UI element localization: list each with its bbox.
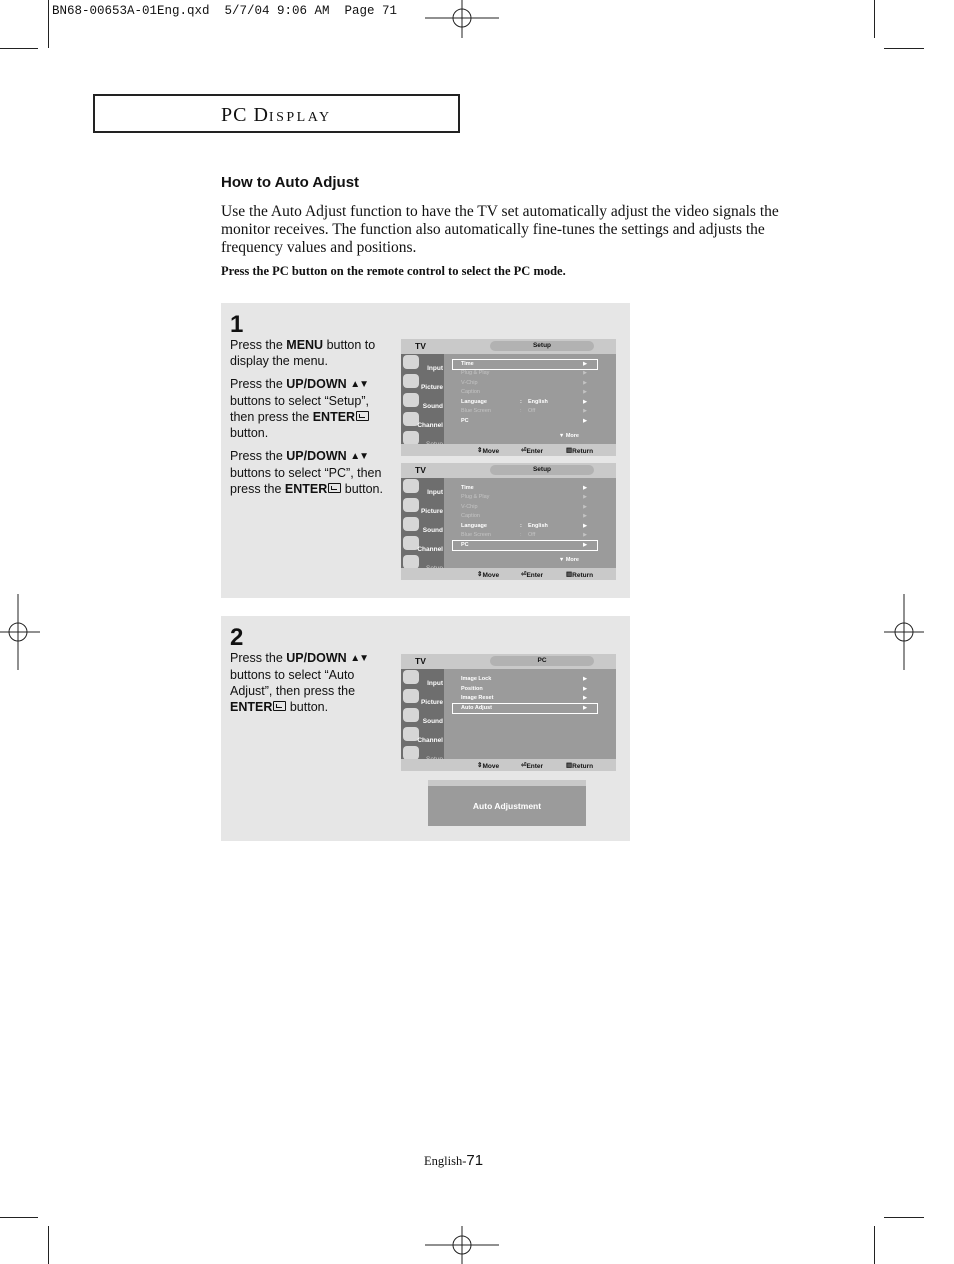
crop-mark [874,1226,875,1264]
registration-mark-left [0,594,40,670]
sound-icon [403,708,419,722]
screen-sidebar [401,478,444,573]
screen-footer [401,444,616,456]
side-item-sound: Sound [401,392,444,411]
page-footer [424,1152,483,1169]
menu-item-time: Time ▶ [461,485,587,491]
pc-mode-note: Press the PC button on the remote control to select the PC mode. [221,264,566,278]
side-item-channel: Channel [401,535,444,554]
page-heading: How to Auto Adjust [221,174,360,191]
side-item-picture: Picture [401,373,444,392]
side-item-sound: Sound [401,707,444,726]
input-icon [403,479,419,493]
screen-header [401,463,616,478]
menu-item-caption: Caption ▶ [461,389,587,395]
registration-mark-top [425,0,499,38]
instruction: Press the UP/DOWN ▲▼ buttons to select “Setup”, then press the ENTER button. [230,377,369,440]
menu-item-image-reset: Image Reset ▶ [461,695,587,701]
setup-icon [403,555,419,569]
return-hint: ▥ Return [566,447,594,455]
tv-setup-screen-pc [401,463,616,580]
up-down-arrows-icon: ▲▼ [350,653,368,664]
return-hint: ▥ Return [566,571,594,579]
title-word-pc: PC [221,104,248,126]
up-down-arrows-icon: ▲▼ [350,379,368,390]
screen-sidebar [401,669,444,764]
screen-footer [401,568,616,580]
menu-item-position: Position ▶ [461,686,587,692]
section-title-box [93,94,460,133]
enter-hint: ⏎ Enter [521,571,544,579]
step-number: 2 [230,624,244,651]
crop-mark [884,48,924,49]
enter-icon [328,483,341,493]
picture-icon [403,689,419,703]
side-item-picture: Picture [401,688,444,707]
side-item-picture: Picture [401,497,444,516]
crop-mark [48,1226,49,1264]
crop-mark [0,48,38,49]
menu-title: Setup [490,341,594,351]
enter-hint: ⏎ Enter [521,447,544,455]
menu-item-vchip: V-Chip ▶ [461,380,587,386]
screen-header [401,339,616,354]
menu-title: Setup [490,465,594,475]
registration-mark-right [880,594,924,670]
crop-mark [48,0,49,48]
section-title [221,104,332,127]
title-initial-d: D [253,104,269,126]
crop-mark [884,1217,924,1218]
auto-adjustment-bar [428,780,586,786]
intro-paragraph: Use the Auto Adjust function to have the TV set automatically adjust the video signals the monitor receives. The function also automatically fine-tunes the settings and adjusts the frequency values and positions. [221,203,779,256]
auto-adjustment-box [428,780,586,826]
screen-footer [401,759,616,771]
file-slug: BN68-00653A-01Eng.qxd 5/7/04 9:06 AM Page 71 [52,4,398,18]
side-item-channel: Channel [401,726,444,745]
sound-icon [403,393,419,407]
side-item-input: Input [401,354,444,373]
return-hint: ▥ Return [566,762,594,770]
menu-item-language: Language : English ▶ [461,399,587,405]
screen-sidebar [401,354,444,449]
page-number: 71 [466,1152,484,1169]
instruction: Press the MENU button to display the menu. [230,338,376,368]
instruction: Press the UP/DOWN ▲▼ buttons to select “PC”, then press the ENTER button. [230,449,383,496]
move-hint: ⇕ Move [477,447,500,455]
side-item-input: Input [401,478,444,497]
step-number: 1 [230,311,244,338]
menu-item-caption: Caption ▶ [461,513,587,519]
auto-adjustment-label: Auto Adjustment [472,801,542,811]
enter-icon [356,411,369,421]
step-2-instructions [230,650,390,722]
menu-item-plug-play: Plug & Play ▶ [461,494,587,500]
footer-label: English- [424,1154,467,1168]
enter-icon [273,701,286,711]
instruction: Press the UP/DOWN ▲▼ buttons to select “Auto Adjust”, then press the ENTER button. [230,651,368,714]
setup-icon [403,431,419,445]
menu-item-time: Time ▶ [453,360,597,369]
sound-icon [403,517,419,531]
side-item-channel: Channel [401,411,444,430]
tv-setup-screen-time [401,339,616,456]
crop-mark [0,1217,38,1218]
menu-title: PC [490,656,594,666]
input-icon [403,670,419,684]
move-hint: ⇕ Move [477,762,500,770]
menu-item-language: Language : English ▶ [461,523,587,529]
step-1-instructions [230,337,390,504]
tv-label: TV [415,656,426,666]
menu-item-pc: PC ▶ [453,541,597,550]
setup-icon [403,746,419,760]
side-item-input: Input [401,669,444,688]
menu-item-vchip: V-Chip ▶ [461,504,587,510]
menu-item-auto-adjust: Auto Adjust ▶ [453,704,597,713]
tv-pc-screen [401,654,616,771]
up-down-arrows-icon: ▲▼ [350,451,368,462]
side-item-sound: Sound [401,516,444,535]
menu-item-pc: PC ▶ [461,418,587,424]
tv-label: TV [415,341,426,351]
crop-mark [874,0,875,38]
more-indicator: ▼ More [558,557,579,563]
move-hint: ⇕ Move [477,571,500,579]
input-icon [403,355,419,369]
menu-item-blue-screen: Blue Screen : Off ▶ [461,532,587,538]
title-rest: ISPLAY [268,110,332,125]
screen-header [401,654,616,669]
menu-item-image-lock: Image Lock ▶ [461,676,587,682]
registration-mark-bottom [425,1226,499,1264]
more-indicator: ▼ More [558,433,579,439]
picture-icon [403,374,419,388]
tv-label: TV [415,465,426,475]
menu-item-plug-play: Plug & Play ▶ [461,370,587,376]
enter-hint: ⏎ Enter [521,762,544,770]
menu-item-blue-screen: Blue Screen : Off ▶ [461,408,587,414]
picture-icon [403,498,419,512]
